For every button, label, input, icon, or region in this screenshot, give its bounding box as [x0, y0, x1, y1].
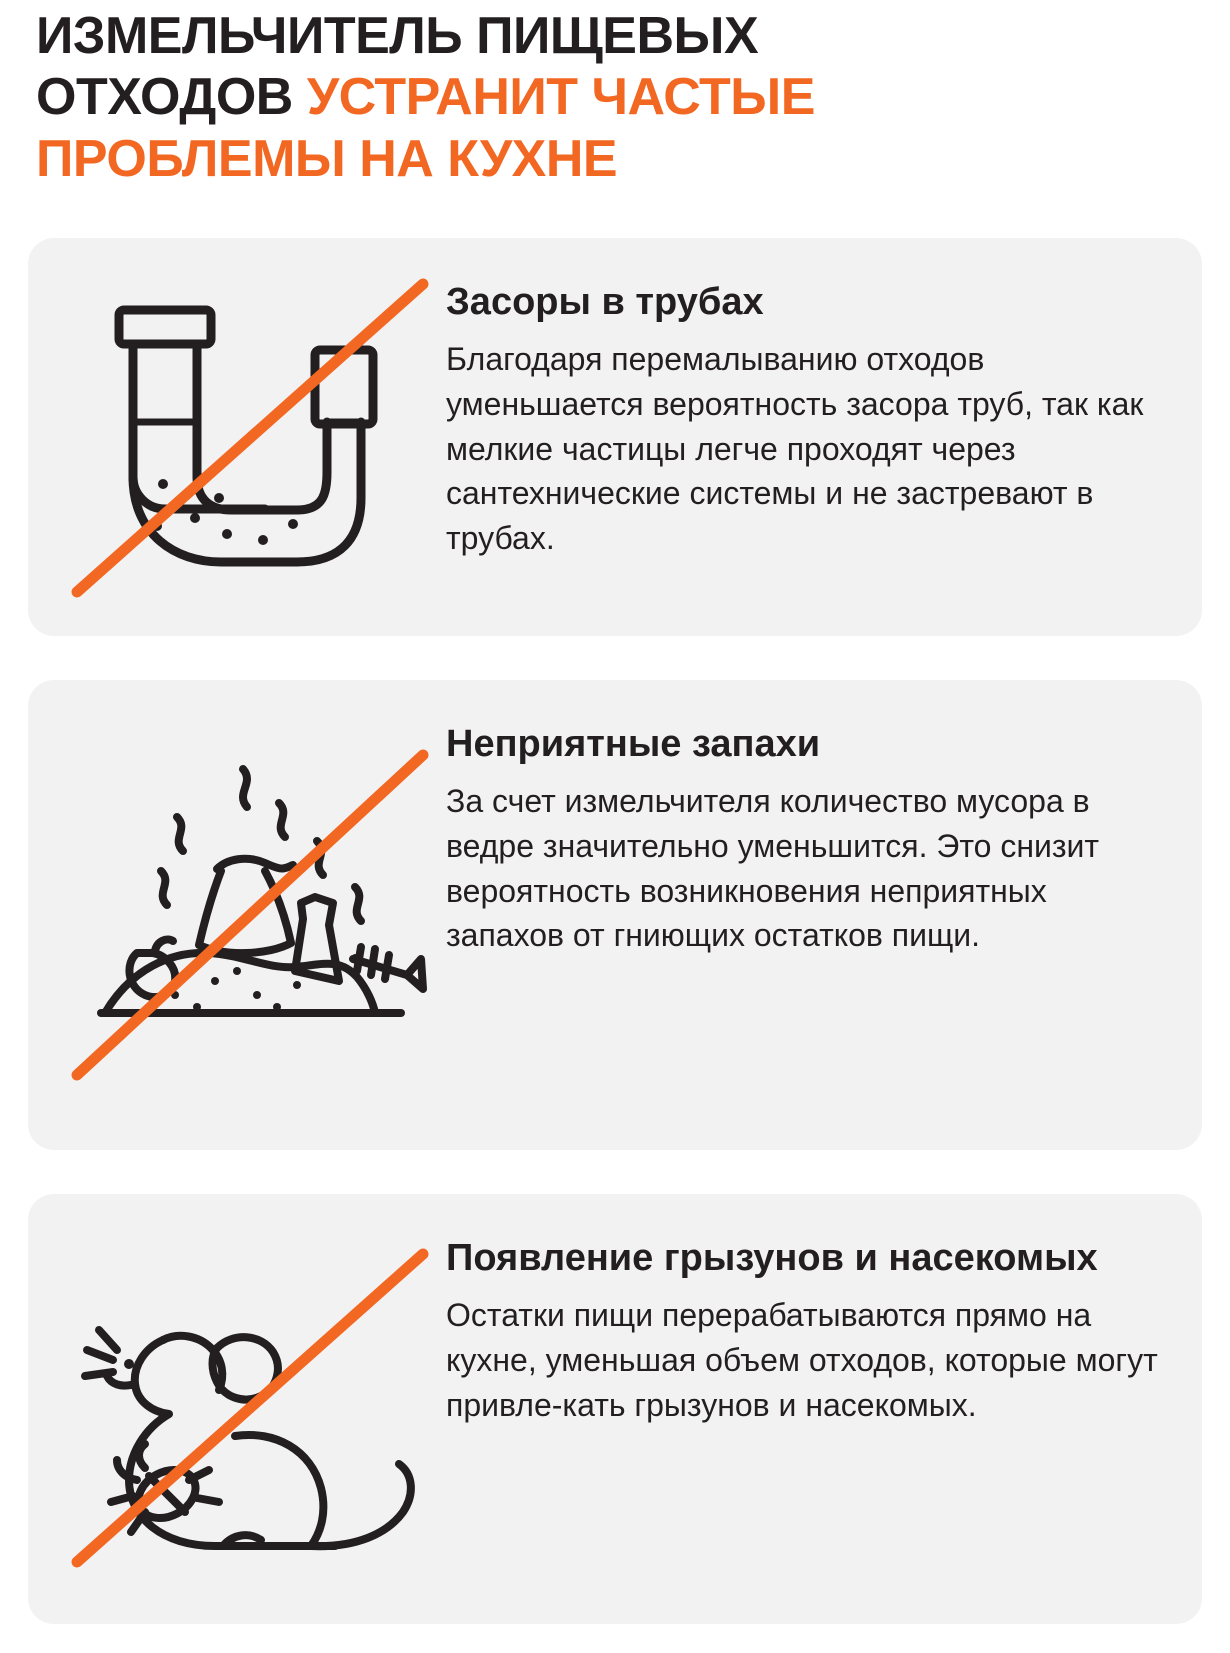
card-title: Засоры в трубах [446, 281, 764, 324]
card-title: Неприятные запахи [446, 723, 821, 766]
headline-line-2-accent: УСТРАНИТ ЧАСТЫЕ [306, 68, 815, 127]
card-body: За счет измельчителя количество мусора в ведре значительно уменьшится. Это снизит вероятность возникновения неприятных запахов от гниющих остатков пищи. [446, 782, 1100, 954]
headline-line-1: ИЗМЕЛЬЧИТЕЛЬ ПИЩЕВЫХ [36, 7, 759, 65]
problem-card-clogged-pipes [28, 238, 1202, 636]
problem-card-rodents-insects [28, 1194, 1202, 1624]
strike-through-line [77, 1254, 423, 1562]
card-title: Появление грызунов и насекомых [446, 1237, 1098, 1280]
card-text-block [446, 714, 1168, 958]
page-title [28, 0, 1202, 190]
card-text-block [446, 272, 1168, 561]
headline-line-2-dark: ОТХОДОВ [36, 68, 307, 127]
problem-card-list [28, 238, 1202, 1624]
headline-line-3: ПРОБЛЕМЫ НА КУХНЕ [36, 129, 618, 188]
problem-card-bad-odors [28, 680, 1202, 1150]
rodent-insect-icon [56, 1228, 446, 1590]
garbage-smell-icon [56, 714, 446, 1116]
clogged-pipe-icon [56, 272, 446, 602]
strike-through-line [77, 755, 423, 1075]
card-body: Остатки пищи перерабатываются прямо на кухне, уменьшая объем отходов, которые могут привле-кать грызунов и насекомых. [446, 1296, 1158, 1423]
card-text-block [446, 1228, 1168, 1427]
card-body: Благодаря перемалыванию отходов уменьшается вероятность засора труб, так как мелкие частицы легче проходят через сантехнические системы и не застревают в трубах. [446, 340, 1144, 557]
